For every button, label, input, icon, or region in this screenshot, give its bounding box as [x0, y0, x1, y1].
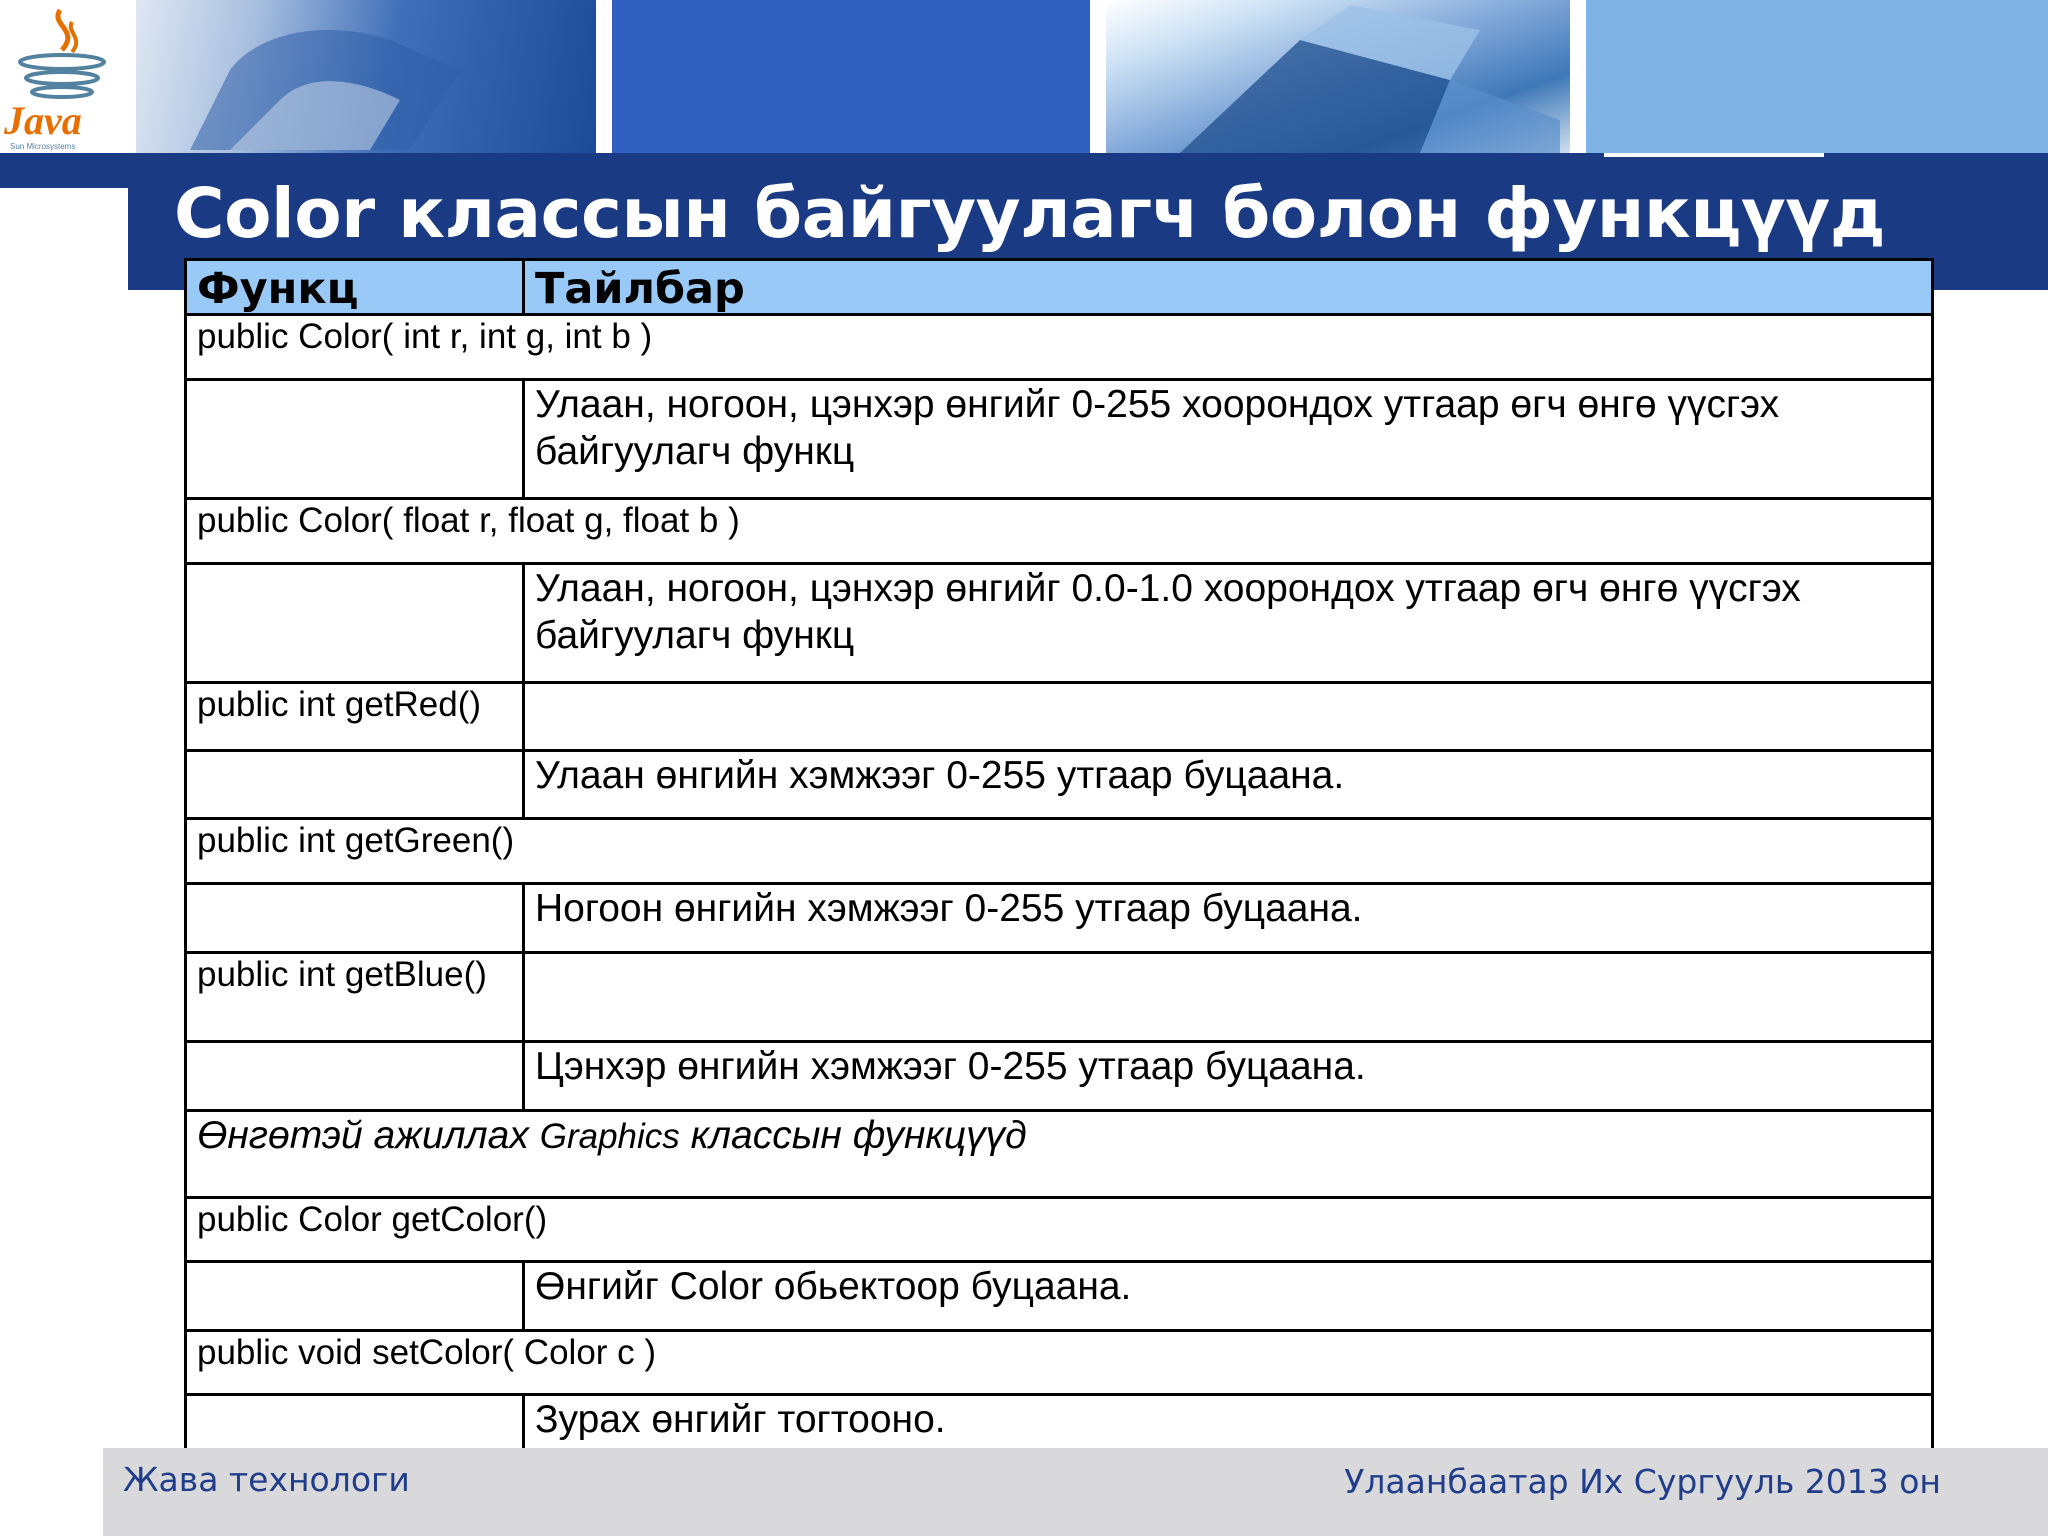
- table-row: [186, 1198, 1933, 1262]
- description-set-color: Зурах өнгийг тогтооно.: [524, 1395, 1933, 1465]
- java-logo-text: Java: [4, 98, 82, 143]
- slide-title: Color классын байгуулагч болон функцүүд: [174, 174, 1886, 254]
- signature-color-float: public Color( float r, float g, float b ): [186, 499, 1933, 564]
- empty-cell: [186, 1042, 524, 1111]
- table-row: [186, 1331, 1933, 1395]
- java-cup-icon: [0, 0, 136, 153]
- empty-cell: [186, 1262, 524, 1331]
- footer-course-title: Жава технологи: [123, 1460, 410, 1499]
- empty-cell: [524, 683, 1933, 751]
- section-text-graphics: Graphics: [539, 1117, 680, 1156]
- table-row: [186, 683, 1933, 751]
- signature-get-red: public int getRed(): [186, 683, 524, 751]
- signature-color-int: public Color( int r, int g, int b ): [186, 315, 1933, 380]
- signature-get-blue: public int getBlue(): [186, 953, 524, 1042]
- description-get-green: Ногоон өнгийн хэмжээг 0-255 утгаар буцаана.: [524, 884, 1933, 953]
- description-get-blue: Цэнхэр өнгийн хэмжээг 0-255 утгаар буцаана.: [524, 1042, 1933, 1111]
- empty-cell: [524, 953, 1933, 1042]
- header-panel-light-blue: [1586, 0, 2048, 153]
- table-row: [186, 819, 1933, 884]
- header-panel-blue: [612, 0, 1090, 153]
- table-row: [186, 884, 1933, 953]
- skyscraper-image: [1120, 0, 1560, 153]
- section-text-pre: Өнгөтэй ажиллах: [197, 1114, 529, 1157]
- signature-set-color: public void setColor( Color c ): [186, 1331, 1933, 1395]
- table-row: [186, 751, 1933, 819]
- table-row: [186, 499, 1933, 564]
- table-row: [186, 953, 1933, 1042]
- color-functions-table: [184, 258, 1934, 1466]
- empty-cell: [186, 751, 524, 819]
- table-row: [186, 1042, 1933, 1111]
- description-color-int: Улаан, ногоон, цэнхэр өнгийг 0-255 хоорондох утгаар өгч өнгө үүсгэх байгуулагч функц: [524, 380, 1933, 499]
- signature-get-color: public Color getColor(): [186, 1198, 1933, 1262]
- title-bar-highlight: [1604, 153, 1824, 157]
- empty-cell: [186, 564, 524, 683]
- table-row: [186, 380, 1933, 499]
- description-get-red: Улаан өнгийн хэмжээг 0-255 утгаар буцаана.: [524, 751, 1933, 819]
- table-header-row: [186, 260, 1933, 315]
- table-row: [186, 315, 1933, 380]
- empty-cell: [186, 380, 524, 499]
- table-row: [186, 1262, 1933, 1331]
- java-logo: [0, 0, 136, 153]
- hand-keyboard-image: [170, 10, 470, 150]
- section-text-post: классын функцүүд: [690, 1114, 1027, 1157]
- empty-cell: [186, 884, 524, 953]
- header-function: Функц: [186, 260, 524, 315]
- table-row: [186, 564, 1933, 683]
- description-get-color: Өнгийг Color обьектоор буцаана.: [524, 1262, 1933, 1331]
- header-description: Тайлбар: [524, 260, 1933, 315]
- table-section-row: [186, 1111, 1933, 1198]
- description-color-float: Улаан, ногоон, цэнхэр өнгийг 0.0-1.0 хоорондох утгаар өгч өнгө үүсгэх байгуулагч функц: [524, 564, 1933, 683]
- section-graphics-functions: [186, 1111, 1933, 1198]
- left-accent-stripe: [0, 153, 128, 188]
- signature-get-green: public int getGreen(): [186, 819, 1933, 884]
- sun-logo-text: Sun Microsystems: [10, 142, 76, 151]
- footer-university: Улаанбаатар Их Сургууль 2013 он: [1344, 1462, 1941, 1501]
